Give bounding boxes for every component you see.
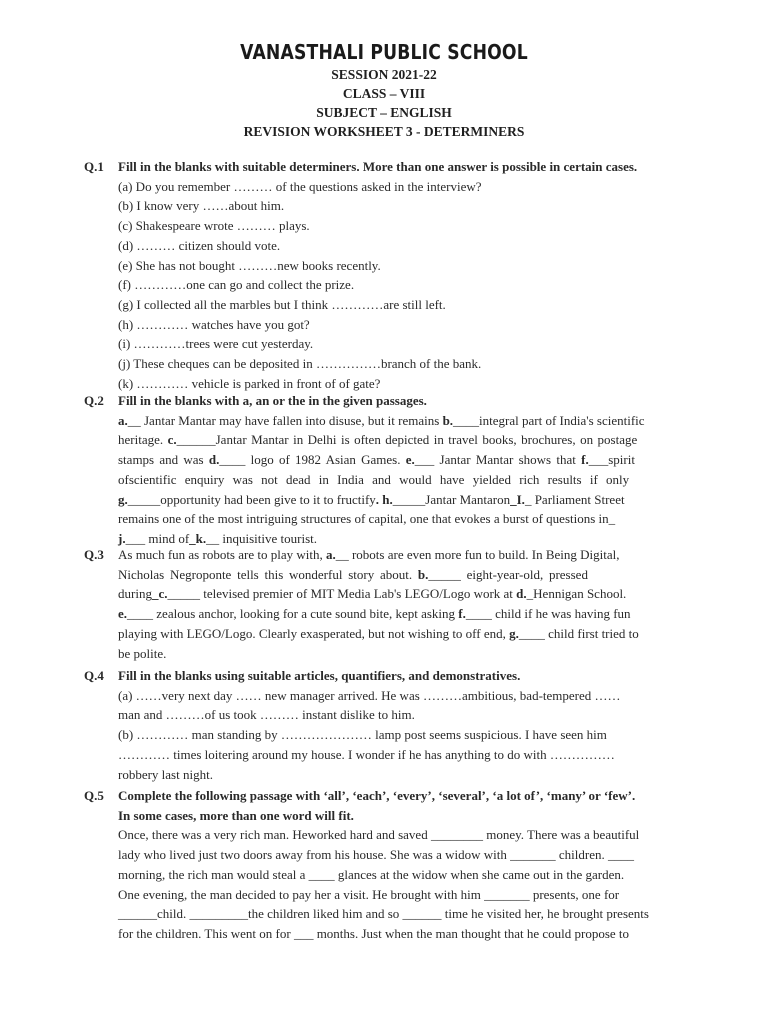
blank-label: g. [118,491,128,507]
list-item: (g) I collected all the marbles but I think …………are still left. [118,296,446,312]
question-3 [84,545,694,663]
question-2 [84,391,694,549]
list-item: (b) I know very ……about him. [118,198,285,214]
passage-text: ____ logo of 1982 Asian Games. [219,452,406,468]
blank-label: a. [118,412,128,428]
passage-text: during [118,586,152,602]
question-number: Q.4 [84,668,104,683]
question-title: Fill in the blanks with suitable determiners. More than one answer is possible in certain cases. [118,159,638,174]
passage-text: ___ Jantar Mantar shows that [414,452,582,468]
passage-text: ___spirit [588,452,635,468]
blank-label: a. [325,547,336,562]
passage-text: robbery last night. [118,766,213,782]
question-number: Q.2 [84,393,104,408]
passage-text: ofscientific enquiry was not dead in India and would have yielded rich results if only [118,471,630,487]
passage-text: _____opportunity had been give to it to fructify [127,491,376,507]
passage-text: __ Jantar Mantar may have fallen into disuse, but it remains [127,412,443,428]
list-item: (k) ………… vehicle is parked in front of of gate? [118,375,381,391]
question-1 [84,157,694,393]
blank-label: e. [118,606,128,622]
blank-label: f. [581,452,589,468]
worksheet-title: REVISION WORKSHEET 3 - DETERMINERS [243,124,525,139]
passage-text: _____ eight-year-old, pressed [428,566,588,582]
session-line: SESSION 2021-22 [331,67,437,82]
blank-label: b. [417,566,429,582]
question-4 [84,666,694,784]
passage-text: ………… times loitering around my house. I wonder if he has anything to do with …………… [118,746,615,762]
passage-text: _____Jantar Mantaron [392,491,511,507]
passage-text: ____ child first tried to [518,625,639,641]
list-item: (a) Do you remember ……… of the questions asked in the interview? [118,178,482,194]
blank-label: . h. [375,491,393,507]
question-number: Q.5 [84,788,104,803]
list-item: (i) …………trees were cut yesterday. [118,336,314,352]
list-item: (d) ……… citizen should vote. [118,237,281,253]
passage-text: heritage. [118,432,168,448]
school-name: VANASTHALI PUBLIC SCHOOL [240,40,528,64]
blank-label: d. [516,586,527,602]
passage-text: playing with LEGO/Logo. Clearly exasperated, but not wishing to off end, [118,625,510,641]
passage-text: Nicholas Negroponte tells this wonderful story about. [118,566,418,582]
passage-text: ______Jantar Mantar in Delhi is often depicted in travel books, brochures, on postage [176,432,638,448]
blank-label: j. [118,530,126,546]
blank-label: c. [167,432,177,448]
passage-text: man and ………of us took ……… instant dislike to him. [118,707,415,723]
blank-label: f. [458,606,466,622]
passage-text: _ Parliament Street [524,491,625,507]
passage-text: __ inquisitive tourist. [206,530,318,546]
question-5 [84,786,694,944]
passage-text: morning, the rich man would steal a ____ glances at the widow when she came out in the garden. [118,866,625,882]
passage [118,411,694,549]
blank-label: _c. [151,586,168,602]
question-title-continued: In some cases, more than one word will fit. [118,807,354,823]
question-title: Fill in the blanks using suitable articles, quantifiers, and demonstratives. [118,668,521,683]
list-item: (j) These cheques can be deposited in ……………branch of the bank. [118,356,482,372]
subject-line: SUBJECT – ENGLISH [316,105,452,120]
passage-text: ___ mind of [125,530,190,546]
question-number: Q.1 [84,159,104,174]
passage-text: Once, there was a very rich man. Heworked hard and saved ________ money. There was a beautiful [118,827,640,843]
question-title: Fill in the blanks with a, an or the in the given passages. [118,393,427,408]
list-item: (f) …………one can go and collect the prize. [118,277,355,293]
class-line: CLASS – VIII [342,86,426,101]
blank-label: g. [509,625,519,641]
question-number: Q.3 [84,547,104,562]
passage-text: _Hennigan School. [526,586,627,602]
passage-text: ____ child if he was having fun [465,606,631,622]
passage-text: _____ televised premier of MIT Media Lab's LEGO/Logo work at [167,586,517,602]
passage-text: ______child. _________the children liked him and so ______ time he visited her, he brought presents [118,906,649,922]
list-item: (h) ………… watches have you got? [118,316,310,332]
passage-text: One evening, the man decided to pay her a visit. He brought with him _______ presents, one for [118,886,620,902]
blank-label: _I. [510,491,525,507]
passage-text: lady who lived just two doors away from his house. She was a widow with _______ children. ____ [118,847,634,863]
passage-text: be polite. [118,645,167,661]
blank-label: d. [208,452,220,468]
passage-text: remains one of the most intriguing structures of capital, one that evokes a burst of questions in_ [118,511,616,527]
passage-text: ____ zealous anchor, looking for a cute sound bite, kept asking [127,606,459,622]
list-item: (c) Shakespeare wrote ……… plays. [118,218,310,234]
question-title: Complete the following passage with ‘all’, ‘each’, ‘every’, ‘several’, ‘a lot of’, ‘many’ or ‘few’. [118,788,636,803]
list-item: (e) She has not bought ………new books recently. [118,257,381,273]
passage-text: for the children. This went on for ___ months. Just when the man thought that he could propose to [118,925,630,941]
passage-text: stamps and was [118,452,209,468]
passage-text: ____integral part of India's scientific [453,412,645,428]
blank-label: e. [405,452,415,468]
passage-text: (b) ………… man standing by ………………… lamp post seems suspicious. I have seen him [118,727,607,743]
passage-text: As much fun as robots are to play with, [118,547,326,562]
blank-label: b. [442,412,454,428]
passage-text: (a) ……very next day …… new manager arrived. He was ………ambitious, bad-tempered …… [118,687,621,703]
blank-label: _k. [189,530,207,546]
passage-text: __ robots are even more fun to build. In Being Digital, [335,547,620,562]
